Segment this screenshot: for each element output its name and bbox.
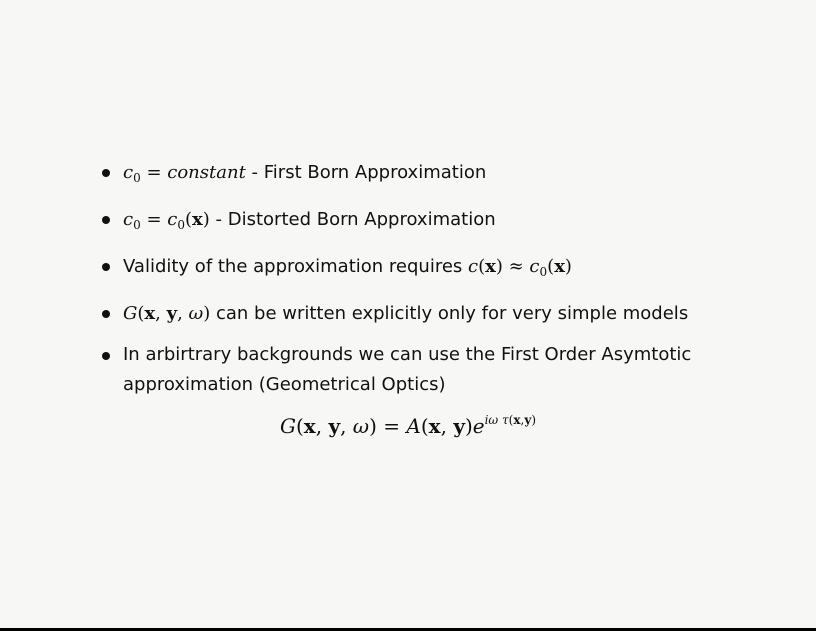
bullet-dot (102, 310, 110, 318)
math-tau: τ (498, 413, 509, 427)
math-paren: ( (185, 209, 193, 230)
bullet-text: In arbirtrary backgrounds we can use the First Order Asymtotic approximation (Geometrical Optics) (123, 344, 692, 395)
math-vector-x: x (485, 256, 496, 277)
math-paren: ) (202, 209, 210, 230)
math-approx: ≈ (502, 256, 530, 277)
math-comma: , (520, 413, 525, 427)
math-subscript: 0 (133, 171, 141, 185)
math-comma: , (440, 414, 454, 438)
bullet-item-distorted-born (100, 204, 740, 241)
math-comma: , (177, 303, 189, 324)
math-equals: = (376, 414, 407, 438)
bullet-dot (102, 263, 110, 271)
math-c: c (123, 162, 134, 183)
math-vector-x: x (303, 414, 316, 438)
math-vector-x: x (554, 256, 565, 277)
math-comma: , (340, 414, 353, 438)
bullet-text: Validity of the approximation requires (123, 256, 468, 277)
math-subscript: 0 (539, 265, 548, 279)
math-c: c (468, 256, 479, 277)
math-vector-y: y (166, 303, 178, 324)
math-paren: ( (295, 414, 304, 438)
math-omega: ω (188, 303, 204, 324)
bullet-item-asymptotic (100, 340, 740, 400)
math-vector-x: x (428, 414, 441, 438)
math-vector-x: x (192, 209, 203, 230)
math-c: c (123, 209, 134, 230)
bullet-text: - Distorted Born Approximation (209, 209, 496, 230)
math-c: c (529, 256, 540, 277)
math-paren: ) (203, 303, 211, 324)
math-constant: constant (167, 162, 246, 183)
math-paren: ) (531, 413, 537, 427)
math-i-omega: iω (484, 413, 499, 427)
math-paren: ( (478, 256, 486, 277)
math-vector-y: y (524, 413, 532, 427)
math-vector-y: y (453, 414, 465, 438)
math-vector-x: x (513, 413, 521, 427)
math-exponential-base: e (472, 414, 485, 438)
math-paren: ) (369, 414, 377, 438)
bullet-dot (102, 169, 110, 177)
bullet-item-validity (100, 251, 740, 288)
math-g: G (123, 303, 138, 324)
math-paren: ( (508, 413, 514, 427)
math-c: c (167, 209, 178, 230)
math-subscript: 0 (133, 218, 141, 232)
bullet-dot (102, 216, 110, 224)
math-amplitude: A (406, 414, 421, 438)
math-equals: = (140, 209, 168, 230)
bullet-item-first-born (100, 157, 740, 194)
math-omega: ω (352, 414, 370, 438)
math-comma: , (315, 414, 329, 438)
math-exponent (485, 413, 536, 427)
math-paren: ) (564, 256, 572, 277)
display-equation (0, 405, 816, 441)
math-subscript: 0 (177, 218, 185, 232)
math-g: G (279, 414, 296, 438)
math-vector-x: x (144, 303, 156, 324)
math-paren: ) (464, 414, 473, 438)
math-paren: ( (420, 414, 429, 438)
bullet-list (100, 157, 740, 410)
math-vector-y: y (328, 414, 341, 438)
math-comma: , (155, 303, 167, 324)
math-equals: = (140, 162, 168, 183)
math-paren: ( (547, 256, 555, 277)
bullet-item-green-function (100, 298, 740, 330)
math-paren: ) (495, 256, 503, 277)
bullet-text: can be written explicitly only for very simple models (210, 303, 689, 324)
bullet-dot (102, 352, 110, 360)
bullet-text: - First Born Approximation (245, 162, 487, 183)
math-paren: ( (137, 303, 145, 324)
